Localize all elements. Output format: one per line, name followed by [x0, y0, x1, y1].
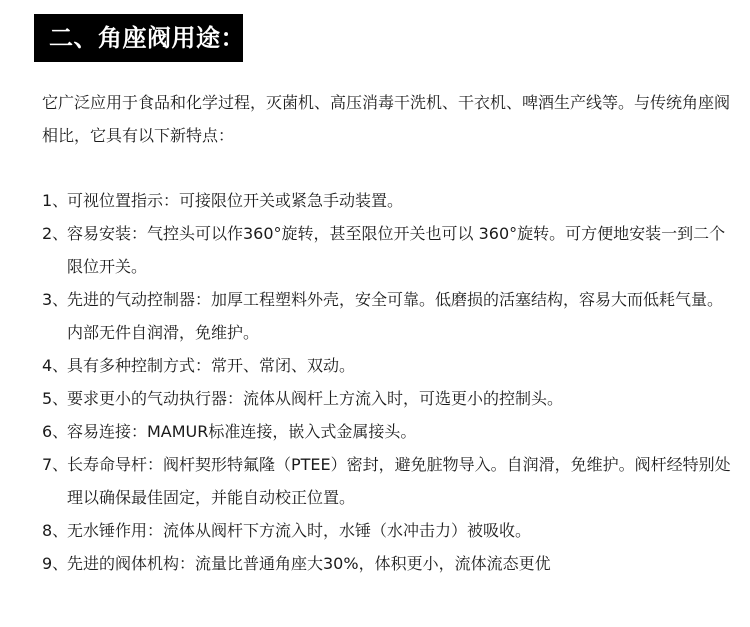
feature-number: 1、 [42, 191, 69, 210]
feature-item [42, 349, 732, 382]
feature-item [42, 448, 732, 514]
feature-number: 6、 [42, 422, 69, 441]
feature-text: 先进的阀体机构：流量比普通角座大30%，体积更小，流体流态更优 [67, 554, 551, 573]
feature-text: 无水锤作用：流体从阀杆下方流入时，水锤（水冲击力）被吸收。 [67, 521, 532, 540]
intro-paragraph: 它广泛应用于食品和化学过程，灭菌机、高压消毒干洗机、干衣机、啤酒生产线等。与传统角座阀相比，它具有以下新特点： [42, 93, 731, 145]
feature-item [42, 283, 732, 349]
feature-text: 要求更小的气动执行器：流体从阀杆上方流入时，可选更小的控制头。 [67, 389, 564, 408]
feature-number: 8、 [42, 521, 69, 540]
feature-item [42, 415, 732, 448]
feature-text: 具有多种控制方式：常开、常闭、双动。 [67, 356, 356, 375]
feature-number: 9、 [42, 554, 69, 573]
feature-item [42, 184, 732, 217]
feature-item [42, 217, 732, 283]
section-title: 二、角座阀用途： [34, 14, 243, 62]
feature-text: 先进的气动控制器：加厚工程塑料外壳，安全可靠。低磨损的活塞结构，容易大而低耗气量。内部无件自润滑，免维护。 [67, 290, 724, 342]
feature-number: 7、 [42, 455, 69, 474]
feature-number: 3、 [42, 290, 69, 309]
feature-number: 5、 [42, 389, 69, 408]
feature-number: 4、 [42, 356, 69, 375]
feature-text: 长寿命导杆：阀杆契形特氟隆（PTEE）密封，避免脏物导入。自润滑，免维护。阀杆经特别处理以确保最佳固定，并能自动校正位置。 [67, 455, 731, 507]
feature-text: 可视位置指示：可接限位开关或紧急手动装置。 [67, 191, 404, 210]
feature-number: 2、 [42, 224, 69, 243]
feature-list [42, 184, 732, 580]
feature-text: 容易安装：气控头可以作360°旋转，甚至限位开关也可以 360°旋转。可方便地安装一到二个限位开关。 [67, 224, 726, 276]
feature-item [42, 547, 732, 580]
feature-item [42, 514, 732, 547]
feature-text: 容易连接：MAMUR标准连接，嵌入式金属接头。 [67, 422, 417, 441]
feature-item [42, 382, 732, 415]
